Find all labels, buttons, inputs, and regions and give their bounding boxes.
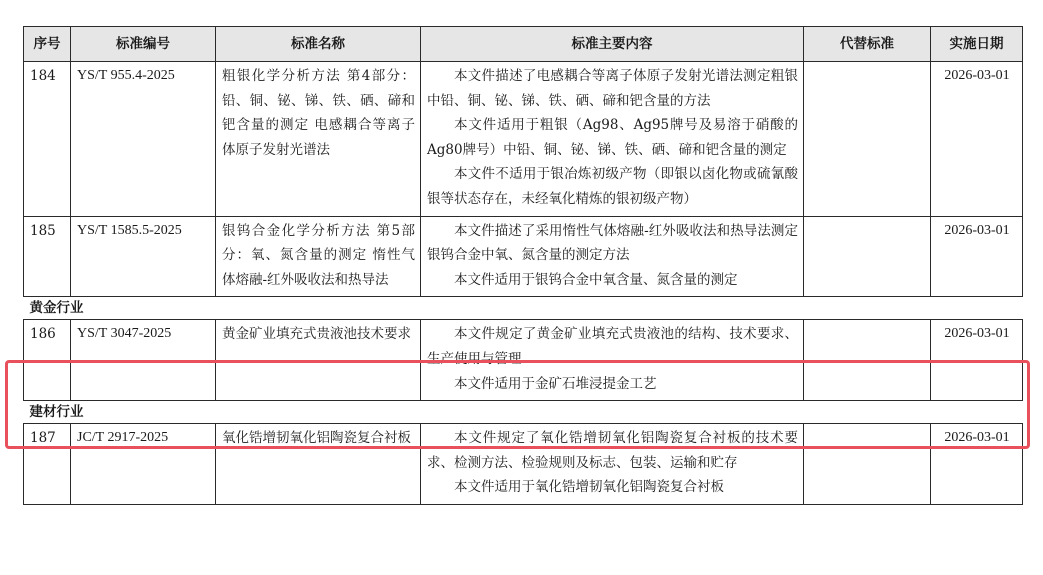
content-paragraph: 本文件适用于银钨合金中氧含量、氮含量的测定 xyxy=(454,271,738,288)
section-label: 建材行业 xyxy=(24,401,1023,424)
header-serial: 序号 xyxy=(24,27,71,62)
row-standard-code: JC/T 2917-2025 xyxy=(71,424,216,505)
header-replaced-standard: 代替标准 xyxy=(804,27,931,62)
row-effective-date: 2026-03-01 xyxy=(931,62,1023,217)
section-row xyxy=(24,297,1023,320)
row-standard-code: YS/T 955.4-2025 xyxy=(71,62,216,217)
standards-table xyxy=(23,26,1023,505)
header-effective-date: 实施日期 xyxy=(931,27,1023,62)
table-row xyxy=(24,62,1023,217)
content-paragraph: 本文件适用于粗银（Ag98、Ag95牌号及易溶于硝酸的Ag80牌号）中铅、铜、铋、锑、铁、硒、碲和钯含量的测定 xyxy=(427,117,798,158)
row-standard-code: YS/T 1585.5-2025 xyxy=(71,216,216,297)
content-paragraph: 本文件规定了黄金矿业填充式贵液池的结构、技术要求、生产使用与管理 xyxy=(427,326,798,367)
row-effective-date: 2026-03-01 xyxy=(931,320,1023,401)
row-main-content xyxy=(421,62,804,217)
section-row xyxy=(24,401,1023,424)
row-replaced-standard xyxy=(804,320,931,401)
row-main-content xyxy=(421,216,804,297)
row-replaced-standard xyxy=(804,62,931,217)
section-label: 黄金行业 xyxy=(24,297,1023,320)
row-effective-date: 2026-03-01 xyxy=(931,424,1023,505)
row-serial: 185 xyxy=(24,216,71,297)
table-row xyxy=(24,320,1023,401)
content-paragraph: 本文件描述了采用惰性气体熔融-红外吸收法和热导法测定银钨合金中氧、氮含量的测定方法 xyxy=(427,222,798,264)
content-paragraph: 本文件不适用于银冶炼初级产物（即银以卤化物或硫氰酸银等状态存在，未经氧化精炼的银初级产物） xyxy=(427,166,798,207)
row-serial: 187 xyxy=(24,424,71,505)
row-standard-name: 银钨合金化学分析方法 第5部分：氧、氮含量的测定 惰性气体熔融-红外吸收法和热导法 xyxy=(216,216,421,297)
content-paragraph: 本文件适用于金矿石堆浸提金工艺 xyxy=(454,375,657,392)
row-main-content xyxy=(421,424,804,505)
row-standard-name: 黄金矿业填充式贵液池技术要求 xyxy=(216,320,421,401)
row-standard-name: 氧化锆增韧氧化铝陶瓷复合衬板 xyxy=(216,424,421,505)
row-replaced-standard xyxy=(804,216,931,297)
header-standard-name: 标准名称 xyxy=(216,27,421,62)
content-paragraph: 本文件规定了氧化锆增韧氧化铝陶瓷复合衬板的技术要求、检测方法、检验规则及标志、包装、运输和贮存 xyxy=(427,430,798,471)
content-paragraph: 本文件适用于氧化锆增韧氧化铝陶瓷复合衬板 xyxy=(454,479,724,496)
row-effective-date: 2026-03-01 xyxy=(931,216,1023,297)
row-serial: 184 xyxy=(24,62,71,217)
row-standard-code: YS/T 3047-2025 xyxy=(71,320,216,401)
header-main-content: 标准主要内容 xyxy=(421,27,804,62)
header-standard-code: 标准编号 xyxy=(71,27,216,62)
row-replaced-standard xyxy=(804,424,931,505)
row-main-content xyxy=(421,320,804,401)
row-serial: 186 xyxy=(24,320,71,401)
table-header-row xyxy=(24,27,1023,62)
table-row xyxy=(24,216,1023,297)
content-paragraph: 本文件描述了电感耦合等离子体原子发射光谱法测定粗银中铅、铜、铋、锑、铁、硒、碲和钯含量的方法 xyxy=(427,68,798,109)
table-row xyxy=(24,424,1023,505)
row-standard-name: 粗银化学分析方法 第4部分：铅、铜、铋、锑、铁、硒、碲和钯含量的测定 电感耦合等离子体原子发射光谱法 xyxy=(216,62,421,217)
